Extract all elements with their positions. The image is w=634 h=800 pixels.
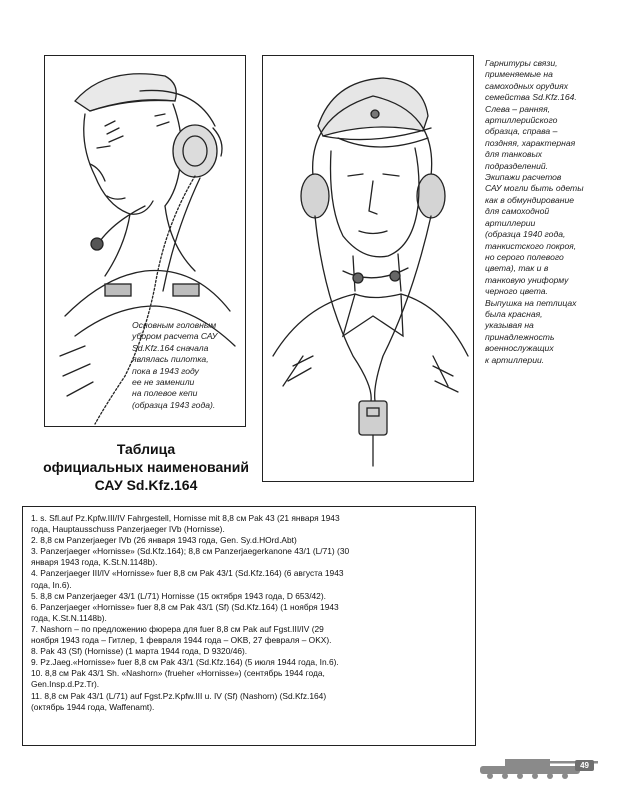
caption-right-line: подразделений.: [485, 160, 549, 171]
caption-right-line: Экипажи расчетов: [485, 172, 562, 183]
caption-right-line: но серого полевого: [485, 251, 564, 262]
table-title-line-2: официальных наименований: [43, 459, 249, 475]
caption-right-line: Выпушка на петлицах: [485, 297, 577, 308]
caption-right-line: самоходных орудиях: [485, 80, 569, 91]
caption-right-line: образца, справа –: [485, 126, 558, 137]
caption-right-line: как в обмундирование: [485, 194, 575, 205]
caption-right-line: Гарнитуры связи,: [485, 58, 558, 68]
caption-left: [132, 320, 236, 411]
list-item: [31, 691, 467, 713]
caption-right-line: цвета), так и в: [485, 263, 549, 274]
list-item: [31, 568, 467, 590]
list-item-line: года, Hauptausschuss Panzerjaeger IVb (Hornisse).: [31, 524, 225, 535]
field-cap-headset-drawing: [263, 56, 473, 481]
list-item: [31, 513, 467, 535]
list-item-line: 4. Panzerjaeger III/IV «Hornisse» fuer 8,8 см Pak 43/1 (Sd.Kfz.164) (6 августа 1943: [31, 568, 344, 579]
list-item: [31, 668, 467, 690]
list-item-line: 1. s. Sfl.auf Pz.Kpfw.III/IV Fahrgestell, Hornisse mit 8,8 см Pak 43 (21 января 1943: [31, 513, 340, 523]
list-item-line: 9. Pz.Jaeg.«Hornisse» fuer 8,8 см Pak 43/1 (Sd.Kfz.164) (5 июля 1944 года, In.6).: [31, 657, 339, 668]
list-item: [31, 624, 467, 646]
caption-right-line: танкистского покроя,: [485, 240, 577, 251]
caption-left-line: пока в 1943 году: [132, 365, 199, 376]
illustration-field-cap-soldier: [262, 55, 474, 482]
list-item-line: 10. 8,8 см Pak 43/1 Sh. «Nashorn» (frueher «Hornisse») (сентябрь 1944 года,: [31, 668, 325, 679]
caption-left-line: на полевое кепи: [132, 388, 198, 399]
list-item: [31, 646, 467, 657]
caption-left-line: Sd.Kfz.164 сначала: [132, 342, 209, 353]
caption-right-line: военнослужащих: [485, 343, 554, 354]
list-item-line: года, In.6).: [31, 579, 72, 590]
list-item-line: года, K.St.N.1148b).: [31, 612, 107, 623]
list-item-line: 7. Nashorn – по предложению фюрера для fuer 8,8 см Pak auf Fgst.III/IV (29: [31, 623, 324, 634]
caption-right-line: семейства Sd.Kfz.164.: [485, 92, 577, 103]
caption-left-line: ее не заменили: [132, 377, 195, 388]
page-number: 49: [575, 760, 594, 771]
caption-left-line: Основным головным: [132, 320, 217, 330]
caption-right-line: применяемые на: [485, 69, 553, 80]
list-item-line: (октябрь 1944 года, Waffenamt).: [31, 701, 155, 712]
list-item-line: 3. Panzerjaeger «Hornisse» (Sd.Kfz.164); 8,8 см Panzerjaegerkanone 43/1 (L/71) (30: [31, 546, 350, 557]
caption-right-line: принадлежность: [485, 331, 555, 342]
list-item: [31, 657, 467, 668]
table-title-line-1: Таблица: [116, 441, 176, 457]
caption-right-line: Слева – ранняя,: [485, 103, 551, 114]
caption-right-line: танковую униформу: [485, 274, 569, 285]
list-item-line: ноября 1943 года – Гитлер, 1 февраля 1944 года – OKB, 27 февраля – OKX).: [31, 635, 332, 646]
caption-right-line: для танковых: [485, 149, 543, 160]
caption-left-line: убором расчета САУ: [132, 331, 218, 342]
caption-right-line: артиллерии: [485, 217, 536, 228]
caption-left-line: являлась пилотка,: [132, 354, 209, 365]
caption-right-line: черного цвета.: [485, 286, 548, 297]
caption-right: [485, 58, 600, 366]
caption-right-line: была красная,: [485, 308, 543, 319]
caption-right-line: к артиллерии.: [485, 354, 545, 365]
caption-right-line: поздняя, характерная: [485, 137, 576, 148]
list-item-line: 5. 8,8 см Panzerjaeger 43/1 (L/71) Hornisse (15 октября 1943 года, D 653/42).: [31, 590, 326, 601]
list-item-line: 2. 8,8 см Panzerjaeger IVb (26 января 1943 года, Gen. Sy.d.HOrd.Abt): [31, 535, 297, 546]
list-item-line: 11. 8,8 см Pak 43/1 (L/71) auf Fgst.Pz.Kpfw.III u. IV (Sf) (Nashorn) (Sd.Kfz.164): [31, 690, 327, 701]
list-item-line: 8. Pak 43 (Sf) (Hornisse) (1 марта 1944 года, D 9320/46).: [31, 646, 248, 657]
table-title: [40, 440, 252, 494]
caption-right-line: указывая на: [485, 320, 534, 331]
tank-silhouette-icon: [460, 752, 634, 782]
list-item-line: января 1943 года, K.St.N.1148b).: [31, 557, 158, 568]
caption-right-line: (образца 1940 года,: [485, 229, 566, 240]
page-footer: [460, 752, 634, 782]
list-item-line: Gen.Insp.d.Pz.Tr).: [31, 679, 100, 690]
list-item: [31, 591, 467, 602]
table-title-line-3: САУ Sd.Kfz.164: [94, 477, 198, 493]
list-item: [31, 602, 467, 624]
caption-right-line: для самоходной: [485, 206, 550, 217]
caption-right-line: артиллерийского: [485, 115, 558, 126]
caption-left-line: (образца 1943 года).: [132, 399, 216, 410]
list-item: [31, 535, 467, 546]
list-item: [31, 546, 467, 568]
list-item-line: 6. Panzerjaeger «Hornisse» fuer 8,8 см Pak 43/1 (Sf) (Sd.Kfz.164) (1 ноября 1943: [31, 601, 339, 612]
caption-right-line: САУ могли быть одеты: [485, 183, 584, 194]
official-names-list: [22, 506, 476, 746]
